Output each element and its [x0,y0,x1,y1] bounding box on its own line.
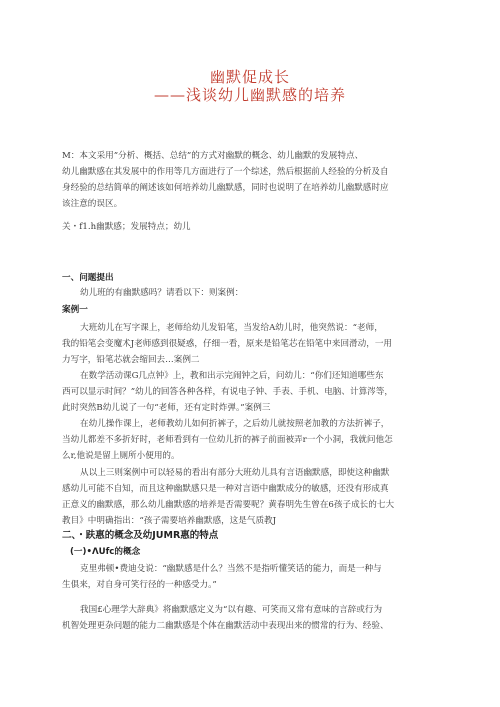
paragraph-line: 力写字，铅笔芯就会缩回去…案例二 [62,355,200,365]
keywords: 关・f1.h幽默感；发展特点；幼儿 [62,222,191,232]
paragraph-line: 感幼儿可能不自知，而且这种幽默感只是一种对言语中幽默成分的敏感，还没有形成真 [62,484,389,494]
subsection-heading: (一)•ΛUfc的概念 [70,547,141,557]
paragraph-line: 生俱来，对自身可笑行径的一种感受力。” [62,580,217,590]
paragraph-line: 正意义的幽默感，那么幼儿幽默感的培养是否需要呢？黄春明先生曾在6孩子成长的七大 [62,500,395,510]
section-heading: 二、・趺惠的概念及幼JUMR惠的特点 [62,530,219,541]
paragraph-line: 在幼儿操作课上，老师教幼儿如何折裤子，之后幼儿就按照老加教的方法折裤子， [80,419,390,429]
paragraph-line: 我的铅笔会变魔术J老师感到很疑惑，仔细一看，原来是铅笔芯在铅笔中来回滑动，一用 [62,339,393,349]
abstract-line: 身经验的总结简单的阐述该如何培养幼儿幽默感，同时也说明了在培养幼儿幽默感时应 [62,183,389,193]
paragraph-line: 在数学活动课G几点钟》上，教和出示完闹钟之后，问幼儿：“你们还知道哪些东 [80,371,384,381]
paragraph-line: 幼儿班的有幽默感吗？请看以下：则案例： [80,288,244,298]
abstract-line: 该注意的误区。 [62,199,123,209]
paragraph-line: 克里弗顿•费迪殳说：“幽默感是什么？当然不是指听懂笑话的能力，而是一种与 [80,564,382,574]
paragraph-line: 从以上三则案例中可以轻易的看出有部分大班幼儿具有言语幽默感，即使这种幽默 [80,468,390,478]
abstract-line: M：本文采用”分析、概括、总结”的方式对幽默的概念、幼儿幽默的发展特点、 [62,151,364,161]
document-title: 幽默促成长 [209,68,290,86]
section-heading: 一、问题提出 [62,273,114,283]
paragraph-line: 西可以显示时间？”幼儿的回答各种各样，有说电子钟、手表、手机、电脑、计算涔等， [62,387,393,397]
paragraph-line: 么r,他说是留上厕所小便用的。 [62,451,180,461]
paragraph-line: 教目》中明确指出：“孩子需要培养幽默感，这是气质教J [62,516,277,526]
paragraph-line: 当幼儿都差不多折好时，老师看到有一位幼儿折的裤子前面被弄r一个小洞，我就问他怎 [62,435,393,445]
paragraph-line: 机智处理更杂问题的能力二幽默感是个体在幽默活动中表现出来的惯常的行为、经验、 [62,621,389,631]
paragraph-line: 大班幼儿在写字课上，老师给幼儿发铅笔，当发给A幼儿时，他突然说：“老师， [80,323,383,333]
case-heading: 案例一 [62,305,88,315]
document-subtitle: ——浅谈幼儿幽默感的培养 [153,86,346,104]
paragraph-line: 此时突然B幼儿说了一句“老师，还有定时炸弹。”案例三 [62,403,271,413]
paragraph-line: 我国£心理学大辞典》将幽默感定义为“以有趣、可笑而又常有意味的言辞或行为 [80,605,383,615]
abstract-line: 幼儿幽默感在其发展中的作用等几方面进行了一个综述，然后根据前人经验的分析及自 [62,167,389,177]
